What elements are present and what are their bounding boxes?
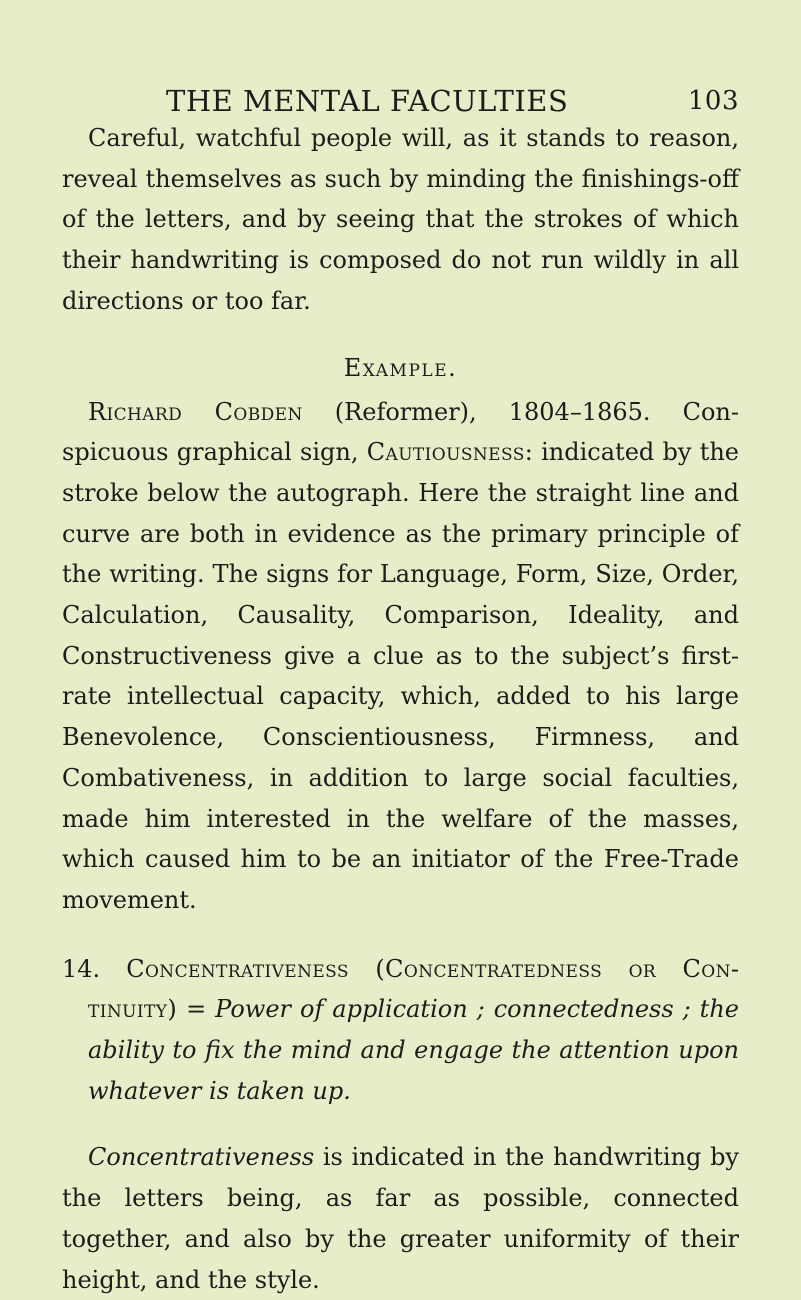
concentrativeness-lead: Concentrativeness (88, 1143, 315, 1172)
page-number: 103 (687, 86, 739, 116)
section-equals: = (177, 995, 216, 1024)
example-body-2: : indicated by the stroke below the autograph. Here the straight line and curve are both in evidence as the primary principle of the writing. The signs for Language, Form, Size, Order, Calculation, Causality, Comparison, Ideality, and Constructiveness give a clue as to the subject’s first-rate intellectual capacity, which, added to his large Benevolence, Conscientiousness, Firmness, and Combativeness, in addition to large social faculties, made him interested in the welfare of the masses, which caused him to be an initiator of the Free-Trade movement. (62, 438, 739, 914)
section-title: Concentrativeness (Concentratedness or Continuity) (88, 954, 739, 1024)
section-14-heading (62, 949, 739, 1112)
example-body-1: (Reformer), 1804–1865. Conspicuous graphical sign, (62, 397, 739, 467)
running-head (62, 74, 739, 118)
example-name: Richard Cobden (88, 397, 303, 426)
example-sign: Cautiousness (366, 438, 525, 467)
concentrativeness-rest: is indicated in the handwriting by the letters being, as far as possible, connected together, and also by the greater uniformity of their height, and the style. (62, 1143, 739, 1294)
section-number: 14. (62, 954, 127, 983)
paragraph-cautiousness: Careful, watchful people will, as it stands to reason, reveal themselves as such by minding the finishings-off of the letters, and by seeing that the strokes of which their handwriting is composed do not run wildly in all directions or too far. (62, 124, 739, 315)
running-title: THE MENTAL FACULTIES (166, 84, 569, 118)
example-heading: Example. (343, 353, 458, 382)
paragraph-concentrativeness (62, 1137, 739, 1300)
example-paragraph (62, 392, 739, 921)
section-definition: Power of application ; connectedness ; the ability to fix the mind and engage the attention upon whatever is taken up. (88, 995, 739, 1105)
